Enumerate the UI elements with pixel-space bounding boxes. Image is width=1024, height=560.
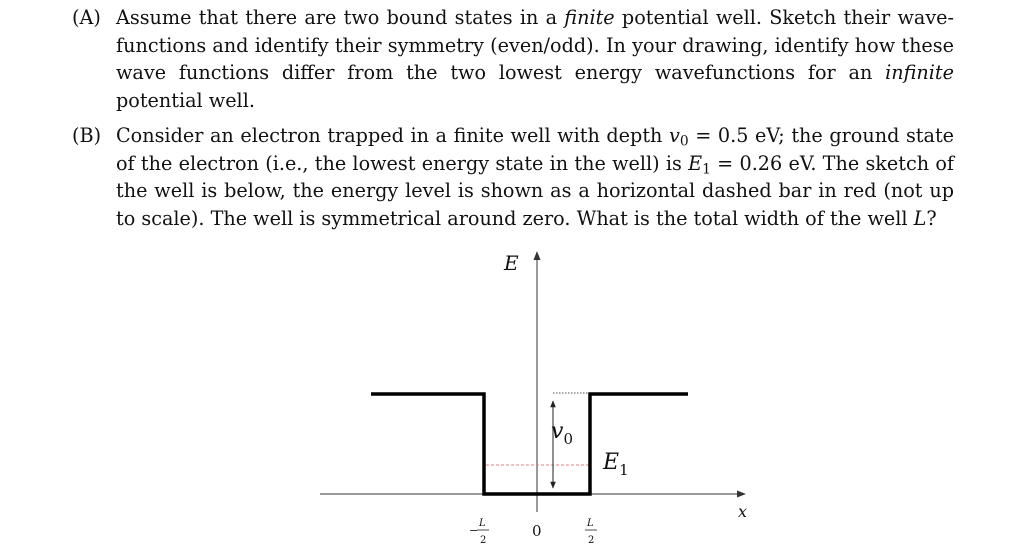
tick-label-zero: 0 xyxy=(532,522,542,540)
e1-label: $E_1$ xyxy=(603,450,629,479)
v0-label: $v_0$ xyxy=(551,419,573,448)
y-axis-label: E xyxy=(504,251,519,275)
svg-text:L: L xyxy=(587,518,594,529)
part-a-label: (A) xyxy=(72,6,101,29)
svg-text:−: − xyxy=(469,524,479,537)
svg-text:2: 2 xyxy=(588,535,595,546)
part-b-text-3: = 0.26 eV. The sketch of the well is below, the energy level is shown as a horizontal dashed bar in red (not up to scale). The well is symmetrical around zero. What is the total width of the well xyxy=(116,151,954,230)
tick-label-half-L xyxy=(585,518,597,546)
tick-label-minus-half-L xyxy=(469,518,489,546)
part-b-label: (B) xyxy=(72,124,102,147)
svg-text:2: 2 xyxy=(480,535,487,546)
part-b-v0-subscript: 0 xyxy=(679,133,689,150)
part-b-v0-symbol: v xyxy=(668,124,680,147)
x-axis-label: x xyxy=(738,502,748,521)
part-b-text-4: ? xyxy=(926,206,937,230)
part-a-infinite-word: infinite xyxy=(885,61,954,84)
svg-text:L: L xyxy=(479,518,486,529)
part-a-text-2: potential well. Sketch their wave-functions and identify their symmetry (even/odd). In your drawing, identify how these wave functions differ from the two lowest energy wavefunctions for an xyxy=(116,6,954,84)
potential-well xyxy=(371,394,688,494)
part-a-text-3: potential well. xyxy=(116,88,255,112)
part-b-text-2: = 0.5 eV; the ground state of the electron (i.e., the lowest energy state in the well) is xyxy=(116,124,955,175)
part-b-text-1: Consider an electron trapped in a finite well with depth xyxy=(116,124,669,147)
part-b-L-symbol: L xyxy=(913,206,927,230)
part-a-text-1: Assume that there are two bound states in a xyxy=(116,6,565,29)
part-b-e1-subscript: 1 xyxy=(702,160,711,177)
part-a-finite-word: finite xyxy=(564,6,615,29)
part-b-e1-symbol: E xyxy=(688,151,703,175)
